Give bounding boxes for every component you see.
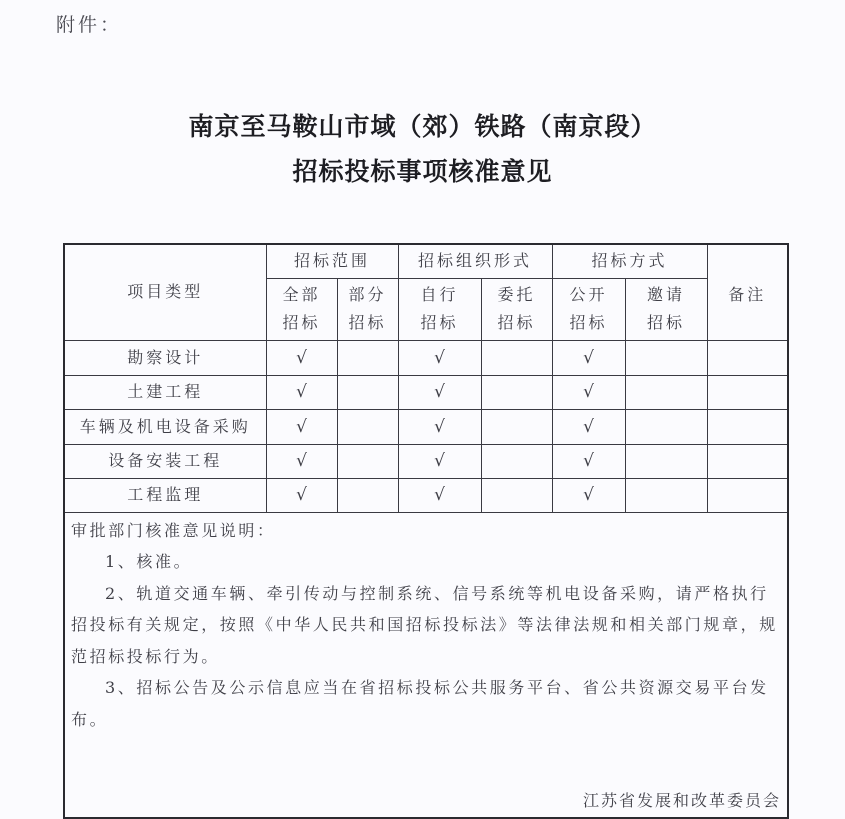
signature: 江苏省发展和改革委员会 (583, 791, 782, 810)
subheader-full: 全部 招标 (266, 278, 337, 340)
check-cell (481, 375, 552, 409)
check-cell (481, 478, 552, 512)
row-type: 设备安装工程 (64, 444, 266, 478)
check-cell (481, 340, 552, 375)
check-cell (337, 444, 398, 478)
check-cell (337, 340, 398, 375)
subheader-open: 公开 招标 (552, 278, 625, 340)
table-row (64, 444, 788, 478)
subheader-self: 自行 招标 (398, 278, 481, 340)
remarks-cell (707, 375, 788, 409)
header-project-type: 项目类型 (64, 244, 266, 340)
check-cell: √ (398, 409, 481, 444)
header-org-form: 招标组织形式 (398, 244, 552, 278)
row-type: 勘察设计 (64, 340, 266, 375)
check-cell: √ (552, 340, 625, 375)
remarks-cell (707, 340, 788, 375)
check-cell: √ (552, 478, 625, 512)
header-method: 招标方式 (552, 244, 707, 278)
approval-table (63, 243, 789, 819)
notes-item-1: 1、核准。 (105, 552, 193, 571)
check-cell (337, 375, 398, 409)
document-subtitle: 招标投标事项核准意见 (292, 157, 553, 186)
check-cell: √ (266, 409, 337, 444)
check-cell (625, 340, 707, 375)
check-cell: √ (552, 444, 625, 478)
check-cell: √ (398, 340, 481, 375)
check-cell: √ (398, 375, 481, 409)
check-cell (625, 375, 707, 409)
check-cell (337, 409, 398, 444)
check-cell (337, 478, 398, 512)
check-cell: √ (266, 375, 337, 409)
attachment-label: 附件： (56, 14, 123, 36)
check-cell (481, 444, 552, 478)
notes-item-3: 3、招标公告及公示信息应当在省招标投标公共服务平台、省公共资源交易平台发布。 (71, 678, 769, 729)
notes-item-2: 2、轨道交通车辆、牵引传动与控制系统、信号系统等机电设备采购，请严格执行招投标有关规定，按照《中华人民共和国招标投标法》等法律法规和相关部门规章，规范招标投标行为。 (71, 583, 778, 666)
check-cell (481, 409, 552, 444)
table-row (64, 409, 788, 444)
remarks-cell (707, 478, 788, 512)
check-cell: √ (398, 444, 481, 478)
document-title: 南京至马鞍山市域（郊）铁路（南京段） (188, 112, 657, 141)
check-cell (625, 478, 707, 512)
table-row (64, 478, 788, 512)
row-type: 车辆及机电设备采购 (64, 409, 266, 444)
check-cell: √ (398, 478, 481, 512)
remarks-cell (707, 409, 788, 444)
approval-notes (64, 512, 788, 818)
row-type: 土建工程 (64, 375, 266, 409)
subheader-partial: 部分 招标 (337, 278, 398, 340)
header-scope: 招标范围 (266, 244, 398, 278)
header-remarks: 备注 (707, 244, 788, 340)
check-cell: √ (552, 409, 625, 444)
row-type: 工程监理 (64, 478, 266, 512)
table-row (64, 375, 788, 409)
remarks-cell (707, 444, 788, 478)
subheader-entrusted: 委托 招标 (481, 278, 552, 340)
check-cell: √ (266, 340, 337, 375)
check-cell: √ (266, 444, 337, 478)
check-cell: √ (552, 375, 625, 409)
subheader-invited: 邀请 招标 (625, 278, 707, 340)
notes-heading: 审批部门核准意见说明： (71, 520, 276, 540)
check-cell (625, 444, 707, 478)
check-cell (625, 409, 707, 444)
table-row (64, 340, 788, 375)
check-cell: √ (266, 478, 337, 512)
